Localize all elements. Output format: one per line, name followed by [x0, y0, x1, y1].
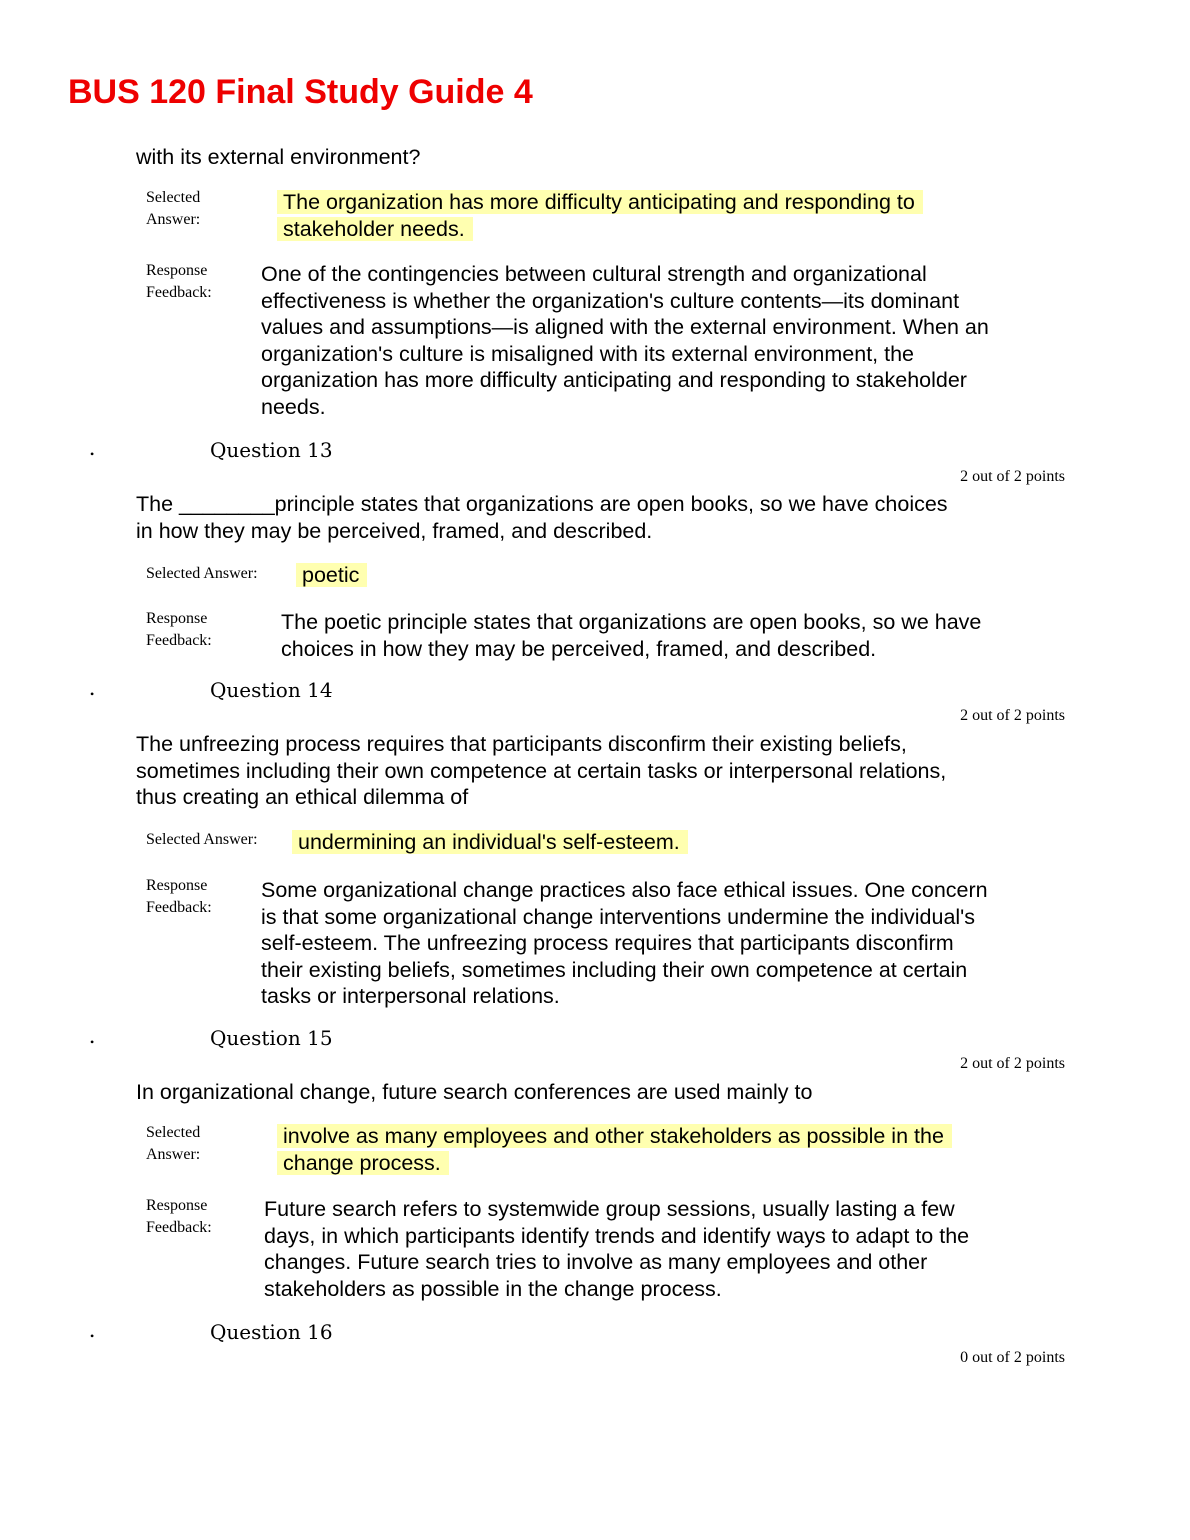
selected-answer: [292, 829, 688, 856]
question-heading: Question 16: [210, 1320, 333, 1344]
question-points: 2 out of 2 points: [960, 468, 1065, 485]
question-text-continued: with its external environment?: [136, 145, 421, 169]
selected-answer: [296, 562, 367, 589]
bullet: •: [90, 1329, 95, 1343]
selected-answer-text: poetic: [296, 563, 367, 587]
page-title: BUS 120 Final Study Guide 4: [68, 73, 533, 111]
question-heading: Question 13: [210, 438, 333, 462]
response-feedback-label: Response Feedback:: [146, 262, 212, 301]
question-heading: Question 15: [210, 1026, 333, 1050]
question-points: 2 out of 2 points: [960, 707, 1065, 724]
selected-answer: [277, 1123, 977, 1176]
selected-answer-label: Selected Answer:: [146, 189, 201, 228]
response-feedback-label: Response Feedback:: [146, 1197, 212, 1236]
question-points: 0 out of 2 points: [960, 1349, 1065, 1366]
response-feedback: Future search refers to systemwide group sessions, usually lasting a few days, in which participants identify trends and identify ways to adapt to the changes. Future search tries to involve as many employees and other stakeholders as possible in the change process.: [264, 1197, 970, 1301]
selected-answer-label: Selected Answer:: [146, 831, 258, 848]
selected-answer: [277, 189, 977, 242]
response-feedback-label: Response Feedback:: [146, 877, 212, 916]
bullet: •: [90, 687, 95, 701]
response-feedback-label: Response Feedback:: [146, 610, 212, 649]
question-heading: Question 14: [210, 678, 333, 702]
selected-answer-text: The organization has more difficulty anticipating and responding to stakeholder needs.: [277, 190, 923, 241]
selected-answer-label: Selected Answer:: [146, 1124, 201, 1163]
selected-answer-text: involve as many employees and other stakeholders as possible in the change process.: [277, 1124, 952, 1175]
selected-answer-text: undermining an individual's self-esteem.: [292, 830, 688, 854]
response-feedback: One of the contingencies between cultural strength and organizational effectiveness is whether the organization's culture contents—its dominant values and assumptions—is aligned with the external environment. When an organization's culture is misaligned with its external environment, the organization has more difficulty anticipating and responding to stakeholder needs.: [261, 262, 989, 419]
bullet: •: [90, 447, 95, 461]
selected-answer-label: Selected Answer:: [146, 565, 258, 582]
bullet: •: [90, 1035, 95, 1049]
response-feedback: Some organizational change practices also face ethical issues. One concern is that some organizational change interventions undermine the individual's self-esteem. The unfreezing process requires that participants disconfirm their existing beliefs, sometimes including their own competence at certain tasks or interpersonal relations.: [261, 878, 988, 1009]
question-text: In organizational change, future search conferences are used mainly to: [136, 1080, 813, 1104]
question-text: The ________principle states that organizations are open books, so we have choices in how they may be perceived, framed, and described.: [136, 492, 948, 543]
question-text: The unfreezing process requires that participants disconfirm their existing beliefs, sometimes including their own competence at certain tasks or interpersonal relations, thus creating an ethical dilemma of: [136, 732, 947, 810]
question-points: 2 out of 2 points: [960, 1055, 1065, 1072]
response-feedback: The poetic principle states that organizations are open books, so we have choices in how they may be perceived, framed, and described.: [281, 610, 982, 661]
